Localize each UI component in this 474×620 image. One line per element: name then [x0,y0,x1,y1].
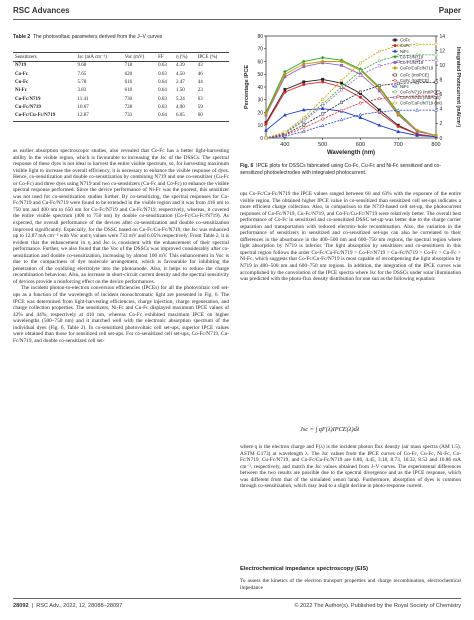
ipce-data-point [302,83,305,86]
ipce-data-point [302,63,305,66]
left-column-text [13,148,229,596]
table-row [13,87,229,95]
x-tick-label: 500 [318,142,328,148]
table-cell: Ni-Fc [15,88,27,94]
integrated-current-point [340,101,342,103]
legend-integrated-entry: CoFc (IntIPCE) [400,72,430,78]
integrated-current-point [378,50,381,53]
table-row [13,96,229,104]
col-header: FF [156,53,174,62]
y2-tick-label: 0 [439,135,443,142]
figure-caption-text: IPCE plots for DSSCs fabricated using Co-Fc, Cu-Fc and Ni-Fc sensitized and co-sensitized photoelectrodes with integrated photocurrent. [240,163,442,176]
right-column-text-lower [240,444,461,562]
y-tick-label: 60 [257,59,263,66]
ipce-data-point [340,82,342,84]
table-header-row [13,53,229,62]
table-cell: 5.78 [77,79,87,85]
y2-tick-label: 14 [439,33,446,40]
table-cell: 4.39 [176,63,185,69]
ipce-data-point [397,112,400,115]
x-tick-label: 600 [355,142,366,148]
ipce-data-point [284,88,286,90]
integrated-current-point [378,65,380,67]
table-cell: 620 [124,71,133,77]
table-cell: 6.05 [174,112,196,121]
section-heading: Electrochemical impedance spectroscopy (EIS) [240,566,369,572]
y2-tick-label: 12 [439,48,446,55]
y-tick-label: 10 [257,123,263,130]
journal-name: RSC Advances [13,6,70,15]
legend-integrated-marker [394,79,397,82]
ipce-data-point [303,65,305,67]
paragraph: To assess the kinetics of the electron transport properties and charge recombination, electrochemical impedance [240,578,461,591]
table-cell: N719 [15,63,27,69]
col-header: η (%) [174,53,196,62]
table-row [13,112,229,121]
table-row [13,70,229,78]
integrated-current-point [321,113,323,115]
ipce-data-point [265,112,268,115]
x-tick-label: 800 [431,142,441,148]
paragraph: The incident photon-to-electron conversion efficiencies (IPCEs) for all the photovoltaic cell set-ups as a function of the wavelength of incident monochromatic light are presented in Fig. 6. The IPCE was determined from light-harvesting efficiencies, charge injection, charge regeneration, and charge collection properties. The sensitizers, Ni-Fc and Cu-Fc displayed maximum IPCE values of 42% and 44%, respectively at 410 nm, whereas Co-Fc exhibited maximum IPCE on higher wavelengths (500–750 nm) and it matched well with the electronic absorption spectrum of the individual dyes (Fig. 6, Table 2). In co-sensitized photovoltaic cell set-ups, superior IPCE values were obtained than those for sensitized cell set-ups. For co-sensitized cell set-ups, Co-Fc/N719, Cu-Fc/N719, and double co-sensitized cell set- [13,285,229,344]
table-cell: 4.90 [176,105,185,111]
table-cell: 0.64 [158,79,167,85]
table-cell: Co-Fc/Cu-Fc/N719 [13,112,75,121]
legend-ipce-entry: Cu-Fc/N719 [400,60,424,65]
table-cell: 2.47 [176,79,185,85]
integrated-current-point [302,127,305,130]
legend-integrated-entry: CuFc/N719 (IntIPCE) [400,95,441,100]
integrated-current-point [303,120,305,122]
table-cell: 43 [197,63,203,69]
copyright: © 2022 The Author(s). Published by the Royal Society of Chemistry [294,603,461,609]
table-cell: 7.65 [77,71,87,77]
table-cell: 44 [197,79,203,85]
table-cell: 63 [197,96,203,102]
col-header: Voc (mV) [123,53,157,62]
footer-left: 28092 | RSC Adv., 2022, 12, 28088–28097 [13,603,123,609]
ipce-data-point [416,129,419,132]
photovoltaic-table [13,52,229,122]
right-column-text-upper [240,191,461,424]
y-tick-label: 50 [257,72,263,79]
y-tick-label: 80 [257,33,263,40]
integrated-current-point [416,43,419,46]
table-caption-text: The photovoltaic parameters derived from the J–V curves [32,34,163,40]
col-header: IPCE (%) [196,53,229,62]
table-row [13,104,229,112]
table-cell: 59 [197,105,203,111]
legend-ipce-entry: Co-Fc/N719 [400,54,424,60]
table-cell: Co-Fc [15,71,29,77]
ipce-data-point [359,96,362,99]
legend-integrated-entry: NiFc [400,83,409,89]
table-cell: 9.68 [77,63,87,69]
table-cell: 11.41 [77,96,89,102]
table-row [13,79,229,87]
integrated-current-equation: Jsc = ∫ qF(λ)IPCE(λ)dλ [300,426,360,433]
table-cell: 0.63 [158,63,167,69]
integrated-current-point [435,81,437,83]
y2-axis-label: Integrated Photocurrent (mA/cm²) [455,46,461,128]
table-cell: 0.64 [156,112,174,121]
table-cell: 0.63 [158,105,167,111]
paragraph: where q is the electron charge and F(λ) is the incident photon flux density (air mass spectra (AM 1.5), ASTM G173) at wavelength λ. The Jsc values from the IPCE curves of Co-Fc, Cu-Fc, Ni-Fc, Co-Fc/N719, Cu-Fc/N719, and Co-Fc/Cu-Fc/N719 are 6.86, 4.45, 3.18, 8.73, 10.32, 8.52 and 10.86 mA cm⁻², respectively, and match the Jsc values obtained from J–V curves. The experimental differences between the two results are possible due to the spectral divergence and as the IPCE response, which was different from that of the simulated xenon lamp. Furthermore, absorption of dyes is common through co-sensitization, which may lead to a slight decline in photo-response current. [240,444,461,490]
integrated-current-point [303,124,305,126]
table-cell: 0.64 [158,88,167,94]
integrated-current-point [340,89,342,91]
integrated-current-point [321,105,323,107]
ipce-chart [240,30,464,158]
table-cell: 46 [197,71,203,77]
table-cell: 12.87 [75,112,122,121]
ipce-data-point [265,123,268,126]
ipce-data-point [321,81,324,84]
table-cell: 10.67 [77,105,89,111]
legend-ipce-entry: CoFc/CuFc/N719 [400,65,434,71]
y-axis-label: Percentage IPCE [244,64,250,110]
table-cell: 718 [124,63,133,69]
ipce-data-point [378,87,381,90]
ipce-data-point [321,60,324,63]
header-rule [13,19,461,20]
paragraph: as earlier absorption spectroscopic studies, also revealed that Co-Fc has a better light-harvesting ability in the visible region, which is favourable to increasing the Jsc of the DSSCs. The spectral response of these dyes is not ideal to harvest the entire visible spectrum, so, for harvesting maximum visible light to increase the overall efficiency, it is necessary to enhance the visible response of dyes. Hence, co-sensitization and double co-sensitization by combining N719 and one co-sensitizer (Cu-Fc or Co-Fc) and three dyes using N719 and two co-sensitizers (Cu-Fc and Co-Fc) to enhance the visible spectral response performed. Since the device performance of Ni-Fc was the poorest, this sensitizer was not used for co-sensitization studies further. By co-sensitizing, the spectral responses for Co-Fc/N719 and Cu-Fc/N719 were found to be extended in the visible region and it was from 416 nm to 750 nm and 400 nm to 650 nm for Co-Fc/N719 and Cu-Fc/N719, respectively, whereas, it covered the entire visible spectrum (400 to 750 nm) by double co-sensitization (Co-Fc/Cu-Fc/N719). As expected, the overall performance of the devices after co-sensitization and double co-sensitization improved significantly. Especially, for the DSSC based on Co-Fc/Cu-Fc/N719, the Jsc was enhanced up to 12.87 mA cm⁻² with Voc and η values were 733 mV and 6.05% respectively. From Table 2, it is evident that the enhancement in η and Jsc is consistent with the enhancement of their spectral performance. Further, we also found that the Voc of the DSSCs was improved considerably after co-sensitization and double co-sensitization, increasing by almost 100 mV. This enhancement in Voc is due to the compactness of dye molecule arrangement, which is favourable for inhibiting the penetration of the oxidizing electrolyte into the photoanode. Also, it helps to reduce the charge recombination behaviour. Also, an increase in short-circuit current density and the spectral sensitivity of devices provide a reinforcing effect on the device performances. [13,148,229,285]
y-tick-label: 30 [257,97,263,104]
x-axis-label: Wavelength (nm) [326,150,376,156]
y2-tick-label: 6 [439,92,443,99]
y2-tick-label: 10 [439,62,446,69]
legend-ipce-marker [394,61,396,63]
figure-caption-label: Fig. 6 [240,163,254,169]
legend-ipce-marker [394,44,397,47]
y-tick-label: 40 [257,84,263,91]
ipce-data-point [303,81,305,83]
legend-integrated-entry: CoFc/N719 (IntIPCE) [400,89,441,95]
legend-integrated-marker [394,74,396,76]
y-tick-label: 0 [260,135,263,142]
integrated-current-point [340,109,343,112]
legend-ipce-marker [394,67,397,70]
integrated-current-point [284,131,287,134]
table-cell: Cu-Fc/N719 [15,105,41,111]
integrated-current-point [302,116,305,119]
table-cell: 728 [124,105,133,111]
table-cell: 733 [123,112,157,121]
table-cell: Co-Fc/N719 [15,96,41,102]
legend-ipce-marker [394,39,396,41]
legend-integrated-marker [394,102,397,105]
ipce-data-point [340,60,343,63]
table-caption [13,34,229,40]
table-cell: 5.24 [176,96,185,102]
y2-tick-label: 2 [439,121,443,128]
integrated-current-point [321,98,324,101]
table-cell: 616 [124,79,133,85]
ipce-data-point [321,78,323,80]
table-cell: 3.83 [77,88,87,94]
ipce-data-point [397,125,400,128]
integrated-current-point [359,74,361,76]
legend-integrated-entry: CoFc/CuFc/N719 (Int) [400,100,443,106]
right-column-text-tail [240,578,461,594]
figure-caption [240,163,460,176]
page-number: 28092 [13,603,29,609]
integrated-current-point [435,43,438,46]
legend-ipce-entry: CoFc [400,37,411,43]
table-cell: 1.50 [176,88,185,94]
y2-tick-label: 4 [439,106,443,113]
y-tick-label: 20 [257,110,263,117]
table-cell: 23 [197,88,203,94]
integrated-current-point [340,79,343,82]
table-cell: 610 [124,88,133,94]
ipce-data-point [284,91,287,94]
table-caption-label: Table 2 [13,34,31,40]
section-label: Paper [438,6,461,15]
legend-ipce-entry: NiFc [400,48,409,54]
table-cell: 60 [196,112,229,121]
footer-rule [13,598,461,599]
legend-integrated-entry: CuFc (IntIPCE) [400,78,430,84]
table-row [13,62,229,71]
integrated-current-point [435,59,437,61]
ipce-data-point [284,73,287,76]
y2-tick-label: 8 [439,77,443,84]
journal-reference: RSC Adv., 2022, 12, 28088–28097 [36,603,123,609]
integrated-current-point [378,97,381,100]
integrated-current-point [359,91,361,93]
integrated-current-point [359,62,362,65]
x-tick-label: 400 [280,142,290,148]
y-tick-label: 70 [257,46,263,53]
table-cell: 0.63 [158,71,167,77]
integrated-current-point [378,84,380,86]
integrated-current-point [359,102,362,105]
table-cell: Cu-Fc [15,79,29,85]
table-cell: 0.63 [158,96,167,102]
paragraph: ups Co-Fc/Cu-Fc/N719 the IPCE values ranged between 60 and 63% with the exposure of the entire visible region. The obtained higher IPCE value in co-sensitized than sensitized cell set-ups indicates a more efficient charge collection. Also, in comparison to the N719-based cell set-up, the photocurrent responses of Co-Fc/N719, Cu-Fc/N719, and Co-Fc/Cu-Fc/N719 were relatively better. The overall best performance of Co-Fc in sensitized and co-sensitized DSSC set-up was better due to the charge carrier separation and transportation with reduced electron–hole recombination. Also, the variation in the performance of sensitizers in sensitized and co-sensitized set-ups can also be correlated to their differences in the absorbance in the 400–500 nm and 600–750 nm regions, the spectral region where light absorption by N719 is inferior. The light absorption by sensitizers and co-sensitizers in this spectral region follows the order Co-Fc/Cu-Fc/N719 > Co-Fc/N719 > Cu-Fc/N719 > Co-Fc > Cu-Fc > Ni-Fc, which suggests that Co-Fc/Cu-Fc/N719 is most capable of recompensing the light absorption by N719 in 400–500 nm and 600–750 nm regions. In addition, the integration of the IPCE curves was accomplished by the convolution of the IPCE spectra where Jsc for the DSSCs under solar illumination was predicted with the photo-flux density distribution for one sun as the following equation: [240,191,461,283]
integrated-current-point [321,118,324,121]
integrated-current-point [265,137,268,140]
legend-integrated-marker [394,96,396,98]
legend-ipce-entry: CuFc [400,43,411,49]
col-header: Jsc (mA cm⁻²) [75,53,122,62]
table-cell: 4.50 [176,71,185,77]
ipce-data-point [435,134,438,137]
col-header: Sensitizers [13,53,75,62]
x-tick-label: 700 [393,142,403,148]
table-cell: 730 [124,96,133,102]
ipce-data-point [340,64,342,66]
